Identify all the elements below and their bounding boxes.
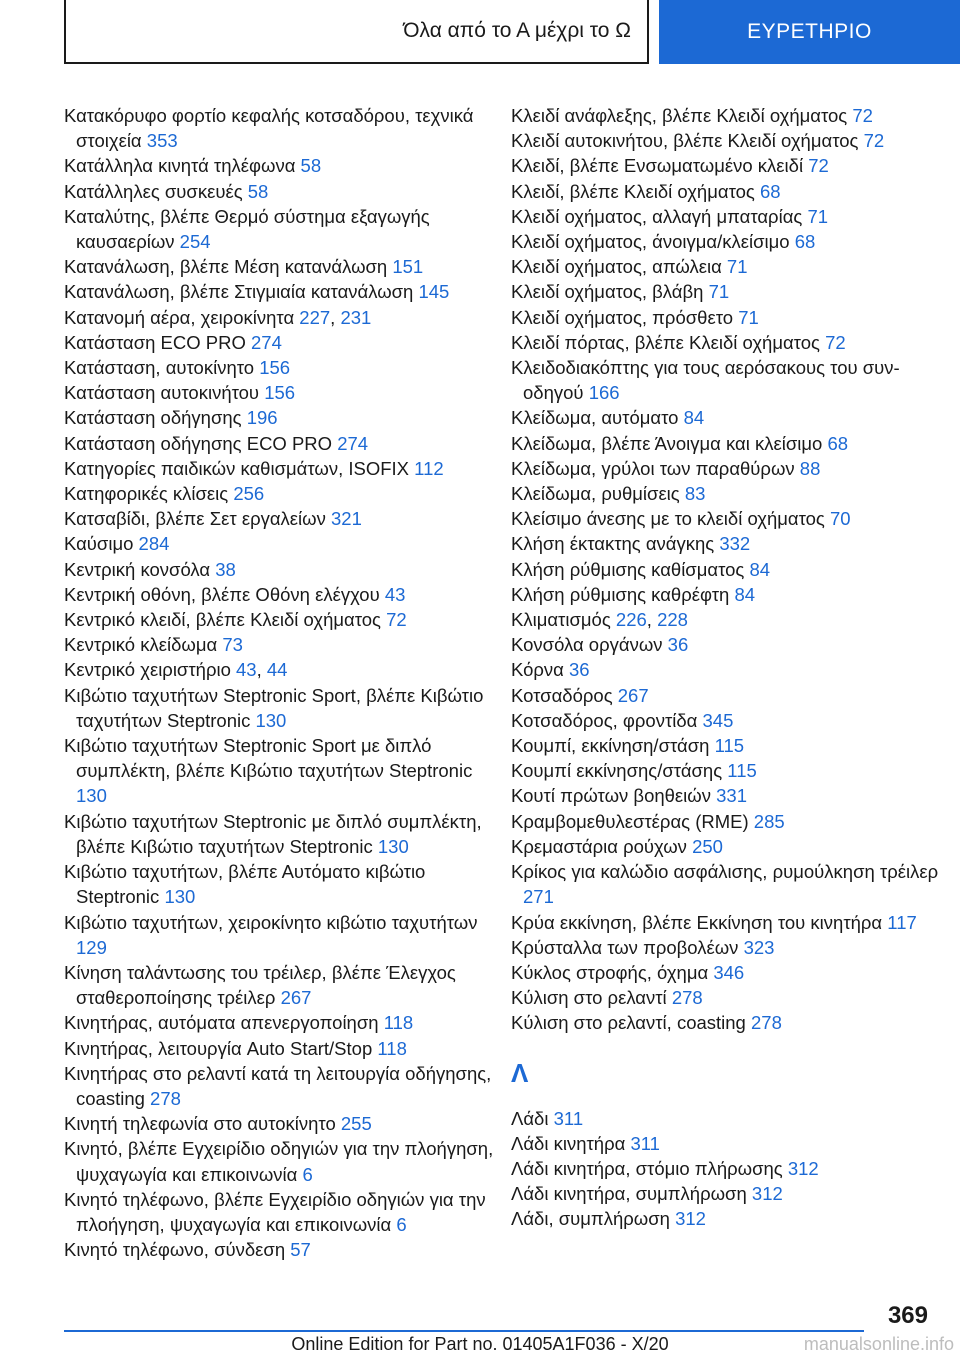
index-entry <box>511 910 951 935</box>
page-link[interactable]: 151 <box>392 256 424 278</box>
index-entry <box>64 380 504 405</box>
page-link[interactable]: 84 <box>734 583 756 605</box>
index-entry <box>511 1181 951 1206</box>
index-entry-text: Κλιματισμός <box>511 609 611 631</box>
index-entry <box>511 1156 951 1181</box>
index-entry-text: Κλειδί αυτοκινήτου, βλέπε Κλειδί οχήματος <box>511 130 859 152</box>
page-link[interactable]: 256 <box>233 483 265 505</box>
footer-edition: Online Edition for Part no. 01405A1F036 - X/20 <box>291 1334 669 1354</box>
index-entry-text: Καταλύτης, βλέπε Θερμό σύστημα εξαγωγής καυσαερίων <box>64 205 430 253</box>
page-link[interactable]: 36 <box>667 634 689 656</box>
index-entry-text: Κλειδί, βλέπε Κλειδί οχήματος <box>511 180 755 202</box>
section-letter-heading: Λ <box>511 1057 529 1088</box>
index-entry-text: Κλειδί οχήματος, βλάβη <box>511 281 704 303</box>
index-entry-text: Κατηφορικές κλίσεις <box>64 483 229 505</box>
index-entry <box>511 1206 951 1231</box>
page-link[interactable]: 129 <box>76 936 107 958</box>
index-entry-text: Κρύσταλλα των προβολέων <box>511 936 739 958</box>
index-entry-text: Κραμβομεθυλεστέρας (RME) <box>511 810 749 832</box>
index-entry <box>64 254 504 279</box>
index-entry <box>511 960 951 985</box>
index-entry-text: Κινητό, βλέπε Εγχειρίδιο οδηγιών για την πλοήγηση, ψυχαγωγία και επικοινωνία <box>64 1138 494 1185</box>
page-number: 369 <box>887 1302 928 1329</box>
page-link[interactable]: 43 <box>384 583 406 605</box>
index-entry-text: Κιβώτιο ταχυτήτων Steptronic Sport, βλέπε Κιβώτιο ταχυτήτων Steptronic <box>64 684 484 731</box>
page-link[interactable]: 6 <box>396 1213 407 1235</box>
page-link[interactable]: 346 <box>713 961 745 983</box>
page-link[interactable]: 274 <box>251 331 282 353</box>
index-entry <box>511 758 951 783</box>
page-link[interactable]: 278 <box>751 1012 782 1034</box>
index-entry-text: Κουμπί, εκκίνηση/στάση <box>511 735 710 757</box>
index-entry-text: Κλείσιμο άνεσης με το κλειδί οχήματος <box>511 508 825 530</box>
page-link[interactable]: 58 <box>300 155 322 177</box>
page-link[interactable]: 68 <box>759 180 781 202</box>
index-entry <box>511 935 951 960</box>
page-link[interactable]: 353 <box>146 130 178 152</box>
page-link[interactable]: 284 <box>138 533 170 555</box>
index-entry <box>64 1010 504 1035</box>
index-entry <box>511 708 951 733</box>
index-entry-text: Κλειδί, βλέπε Ενσωματωμένο κλειδί <box>511 155 804 177</box>
index-entry-text: Κιβώτιο ταχυτήτων, βλέπε Αυτόματο κιβώτιο Steptronic <box>64 861 426 908</box>
page-link[interactable]: 271 <box>523 886 554 908</box>
page-link[interactable]: 112 <box>414 457 444 479</box>
page-link[interactable]: 72 <box>808 155 829 177</box>
page-link[interactable]: 311 <box>553 1107 584 1129</box>
page-link[interactable]: 88 <box>799 457 821 479</box>
index-tab-label: ΕΥΡΕΤΗΡΙΟ <box>747 20 872 43</box>
index-entry-text: Κεντρικό κλείδωμα <box>64 634 218 656</box>
index-entry-text: Κατάσταση οδήγησης <box>64 407 242 429</box>
page-link[interactable]: 231 <box>340 306 372 328</box>
page-link[interactable]: 115 <box>727 760 757 782</box>
index-entry: Κεντρικό χειριστήριο 43, 44 <box>64 659 288 681</box>
index-entry-text: Κεντρικό χειριστήριο <box>64 659 231 681</box>
index-entry <box>64 607 504 632</box>
index-column-right <box>511 103 951 1232</box>
index-entry-text: Κλειδί οχήματος, αλλαγή μπαταρίας <box>511 205 803 227</box>
index-entry <box>64 809 504 859</box>
page-link[interactable]: 311 <box>630 1132 660 1154</box>
index-entry <box>64 582 504 607</box>
index-entry-text: Κλειδί ανάφλεξης, βλέπε Κλειδί οχήματος <box>511 105 848 126</box>
page-link[interactable]: 323 <box>743 936 775 958</box>
index-entry <box>511 279 951 304</box>
page-link[interactable]: 331 <box>716 785 748 807</box>
index-entry-text: Κρεμαστάρια ρούχων <box>511 835 687 857</box>
index-entry <box>64 910 504 960</box>
index-entry-text: Λάδι κινητήρα, στόμιο πλήρωσης <box>511 1157 783 1179</box>
index-entry-text: Κεντρική κονσόλα <box>64 558 211 580</box>
index-entry-text: Κατάλληλες συσκευές <box>64 180 243 202</box>
page-link[interactable]: 332 <box>719 533 751 555</box>
footer-watermark: manualsonline.info <box>803 1334 954 1354</box>
index-entry <box>511 985 951 1010</box>
index-entry <box>64 531 504 556</box>
page-link[interactable]: 68 <box>794 231 816 253</box>
index-entry-text: Λάδι <box>511 1107 549 1129</box>
index-entry <box>511 809 951 834</box>
page-link[interactable]: 118 <box>377 1037 407 1059</box>
index-entry-text: Κύλιση στο ρελαντί, coasting <box>511 1012 746 1034</box>
page-link[interactable]: 72 <box>863 130 885 152</box>
index-entry-text: Κλειδί οχήματος, απώλεια <box>511 256 722 278</box>
index-entry: Κλιματισμός 226, 228 <box>511 609 688 631</box>
index-entry <box>64 859 504 909</box>
page-link[interactable]: 156 <box>259 357 291 379</box>
footer-divider <box>64 1330 864 1332</box>
page-link[interactable]: 250 <box>692 835 723 857</box>
index-entry <box>64 733 504 809</box>
index-entry-text: Κινητό τηλέφωνο, βλέπε Εγχειρίδιο οδηγιών για την πλοήγηση, ψυχαγωγία και επικοινωνία <box>64 1188 486 1235</box>
index-entry <box>511 355 951 405</box>
index-entry <box>511 859 951 909</box>
page-link[interactable]: 71 <box>738 306 759 328</box>
index-entry-text: Κατάλληλα κινητά τηλέφωνα <box>64 155 296 177</box>
index-entry <box>64 456 504 481</box>
index-entry-text: Κλείδωμα, ρυθμίσεις <box>511 483 680 505</box>
page-link[interactable]: 43 <box>236 659 257 681</box>
index-entry-text: Κλείδωμα, γρύλοι των παραθύρων <box>511 457 795 479</box>
index-entry <box>511 657 951 682</box>
index-entry <box>511 582 951 607</box>
index-entry-text: Κοτσαδόρος <box>511 684 613 706</box>
index-entry-text: Κλήση ρύθμισης καθρέφτη <box>511 583 730 605</box>
index-entry-text: Κλειδί πόρτας, βλέπε Κλειδί οχήματος <box>511 331 820 353</box>
index-entry-text: Κλειδοδιακόπτης για τους αερόσακους του συνοδηγού <box>511 357 900 404</box>
page-link[interactable]: 71 <box>807 205 829 227</box>
page-link[interactable]: 44 <box>266 659 288 681</box>
page-link[interactable]: 84 <box>683 407 705 429</box>
page-link[interactable]: 274 <box>337 432 369 454</box>
page-link[interactable]: 36 <box>569 659 590 681</box>
index-entry-text: Κατηγορίες παιδικών καθισμάτων, ISOFIX <box>64 457 410 479</box>
page-link[interactable]: 58 <box>247 180 269 202</box>
page-link[interactable]: 117 <box>887 911 917 933</box>
page-link[interactable]: 72 <box>852 105 873 126</box>
index-entry-text: Καύσιμο <box>64 533 134 555</box>
index-entry <box>64 481 504 506</box>
index-entry-text: Κινητή τηλεφωνία στο αυτοκίνητο <box>64 1113 336 1135</box>
page-link[interactable]: 226 <box>615 609 647 631</box>
index-entry <box>64 557 504 582</box>
index-entry-text: Λάδι, συμπλήρωση <box>511 1208 670 1230</box>
index-entry-text: Λάδι κινητήρα, συμπλήρωση <box>511 1183 747 1205</box>
index-entry <box>64 405 504 430</box>
index-entry <box>511 506 951 531</box>
index-entry-text: Κατσαβίδι, βλέπε Σετ εργαλείων <box>64 508 326 530</box>
index-entry <box>511 632 951 657</box>
index-entry-text: Κουτί πρώτων βοηθειών <box>511 785 711 807</box>
page-link[interactable]: 255 <box>340 1113 372 1135</box>
index-entry <box>64 683 504 733</box>
page-link[interactable]: 145 <box>418 281 450 303</box>
index-entry-text: Κίνηση ταλάντωσης του τρέιλερ, βλέπε Έλεγχος σταθεροποίησης τρέιλερ <box>64 961 456 1009</box>
page-link[interactable]: 83 <box>684 483 706 505</box>
index-entry-text: Κινητό τηλέφωνο, σύνδεση <box>64 1239 286 1261</box>
index-entry-text: Κινητήρας στο ρελαντί κατά τη λειτουργία οδήγησης, coasting <box>64 1062 492 1109</box>
index-entry-text: Κουμπί εκκίνησης/στάσης <box>511 760 723 782</box>
index-entry <box>511 179 951 204</box>
page-link[interactable]: 254 <box>179 231 211 253</box>
page-link[interactable]: 278 <box>671 987 703 1009</box>
index-entry-text: Κλείδωμα, αυτόματο <box>511 407 679 429</box>
page-link[interactable]: 72 <box>386 609 407 631</box>
page-link[interactable]: 38 <box>215 558 236 580</box>
index-entry <box>511 330 951 355</box>
page-link[interactable]: 267 <box>617 684 649 706</box>
page-link[interactable]: 72 <box>825 331 846 353</box>
index-entry <box>64 355 504 380</box>
index-entry <box>64 1187 504 1237</box>
index-entry-text: Κατανάλωση, βλέπε Μέση κατανάλωση <box>64 256 388 278</box>
index-entry-text: Κιβώτιο ταχυτήτων, χειροκίνητο κιβώτιο ταχυτήτων <box>64 911 478 933</box>
page-link[interactable]: 70 <box>829 508 851 530</box>
index-entry <box>511 405 951 430</box>
index-entry-text: Κλειδί οχήματος, πρόσθετο <box>511 306 734 328</box>
index-entry <box>511 683 951 708</box>
index-entry <box>64 1111 504 1136</box>
index-entry-text: Κατανάλωση, βλέπε Στιγμιαία κατανάλωση <box>64 281 414 303</box>
page-link[interactable]: 115 <box>714 735 745 757</box>
index-entry <box>64 632 504 657</box>
index-entry <box>511 531 951 556</box>
index-entry-text: Κρίκος για καλώδιο ασφάλισης, ρυμούλκηση τρέιλερ <box>511 861 939 883</box>
page-link[interactable]: 57 <box>290 1239 311 1261</box>
page-link[interactable]: 312 <box>787 1157 819 1179</box>
page-link[interactable]: 73 <box>222 634 243 656</box>
index-entry <box>511 1131 951 1156</box>
index-entry <box>511 103 951 128</box>
page-link[interactable]: 130 <box>164 886 196 908</box>
page-link[interactable]: 166 <box>588 382 620 404</box>
index-entry <box>64 330 504 355</box>
page-link[interactable]: 68 <box>827 432 849 454</box>
index-entry-text: Κιβώτιο ταχυτήτων Steptronic Sport με διπλό συμπλέκτη, βλέπε Κιβώτιο ταχυτήτων Steptronic <box>64 735 473 782</box>
index-entry-text: Κατάσταση, αυτοκίνητο <box>64 357 255 379</box>
page-link[interactable]: 321 <box>331 508 362 530</box>
index-entry-text: Κατάσταση ECO PRO <box>64 331 246 353</box>
index-entry-text: Κατάσταση αυτοκινήτου <box>64 382 260 404</box>
section-tab-label: Όλα από το Α μέχρι το Ω <box>403 19 631 42</box>
page-link[interactable]: 130 <box>76 785 107 807</box>
section-tab[interactable] <box>64 0 649 64</box>
index-entry <box>511 229 951 254</box>
index-entry-text: Κλήση έκτακτης ανάγκης <box>511 533 715 555</box>
index-entry <box>64 960 504 1010</box>
index-entry <box>64 103 504 153</box>
index-entry <box>64 1237 504 1262</box>
index-entry <box>511 456 951 481</box>
index-entry <box>64 506 504 531</box>
index-entry <box>511 254 951 279</box>
index-entry-text: Κατάσταση οδήγησης ECO PRO <box>64 432 333 454</box>
page-link[interactable]: 278 <box>150 1087 181 1109</box>
index-entry-text: Κλήση ρύθμισης καθίσματος <box>511 558 745 580</box>
page-link[interactable]: 84 <box>749 558 771 580</box>
page-link[interactable]: 345 <box>702 709 734 731</box>
index-entry <box>64 204 504 254</box>
page-link[interactable]: 118 <box>383 1012 414 1034</box>
index-entry <box>511 834 951 859</box>
page-link[interactable]: 71 <box>708 281 730 303</box>
index-entry-text: Κινητήρας, αυτόματα απενεργοποίηση <box>64 1012 379 1034</box>
index-entry-text: Κύκλος στροφής, όχημα <box>511 961 709 983</box>
index-entry-text: Κρύα εκκίνηση, βλέπε Εκκίνηση του κινητήρα <box>511 911 883 933</box>
index-entry: Κατανομή αέρα, χειροκίνητα 227, 231 <box>64 306 372 328</box>
page-link[interactable]: 156 <box>264 382 296 404</box>
index-entry <box>511 128 951 153</box>
index-entry-text: Λάδι κινητήρα <box>511 1132 626 1154</box>
index-entry <box>511 1010 951 1035</box>
page-link[interactable]: 130 <box>255 709 287 731</box>
index-entry <box>511 204 951 229</box>
index-entry <box>511 557 951 582</box>
index-entry <box>64 179 504 204</box>
index-entry <box>64 1061 504 1111</box>
index-entry <box>511 733 951 758</box>
index-entry <box>64 431 504 456</box>
page-link[interactable]: 312 <box>751 1183 783 1205</box>
page-link[interactable]: 285 <box>753 810 785 832</box>
index-entry-text: Κατανομή αέρα, χειροκίνητα <box>64 306 295 328</box>
index-entry-text: Κόρνα <box>511 659 564 681</box>
index-entry <box>511 481 951 506</box>
page-link[interactable]: 71 <box>726 256 748 278</box>
index-entry-text: Κύλιση στο ρελαντί <box>511 987 667 1009</box>
index-entry-text: Κοτσαδόρος, φροντίδα <box>511 709 698 731</box>
index-entry <box>64 153 504 178</box>
page-link[interactable]: 312 <box>675 1208 706 1230</box>
index-entry <box>511 153 951 178</box>
page-link[interactable]: 130 <box>377 835 409 857</box>
index-entry <box>64 1136 504 1186</box>
index-entry-text: Κιβώτιο ταχυτήτων Steptronic με διπλό συμπλέκτη, βλέπε Κιβώτιο ταχυτήτων Steptronic <box>64 810 482 857</box>
index-entry-text: Κονσόλα οργάνων <box>511 634 663 656</box>
index-tab[interactable] <box>659 0 960 64</box>
page-link[interactable]: 6 <box>302 1163 313 1185</box>
index-entry <box>511 783 951 808</box>
page-link[interactable]: 196 <box>246 407 278 429</box>
page-link[interactable]: 267 <box>280 987 312 1009</box>
index-entry-text: Κατακόρυφο φορτίο κεφαλής κοτσαδόρου, τεχνικά στοιχεία <box>64 105 474 152</box>
index-entry-text: Κινητήρας, λειτουργία Auto Start/Stop <box>64 1037 373 1059</box>
index-entry-text: Κλειδί οχήματος, άνοιγμα/κλείσιμο <box>511 231 790 253</box>
index-entry <box>64 1036 504 1061</box>
index-entry <box>64 279 504 304</box>
page-link[interactable]: 228 <box>657 609 688 631</box>
index-column-left <box>64 103 504 1262</box>
index-entry-text: Κεντρική οθόνη, βλέπε Οθόνη ελέγχου <box>64 583 380 605</box>
index-entry-text: Κλείδωμα, βλέπε Άνοιγμα και κλείσιμο <box>511 432 823 454</box>
index-entry <box>511 431 951 456</box>
page-link[interactable]: 227 <box>299 306 331 328</box>
index-entry <box>511 1106 951 1131</box>
index-entry-text: Κεντρικό κλειδί, βλέπε Κλειδί οχήματος <box>64 609 381 631</box>
index-entry <box>511 305 951 330</box>
